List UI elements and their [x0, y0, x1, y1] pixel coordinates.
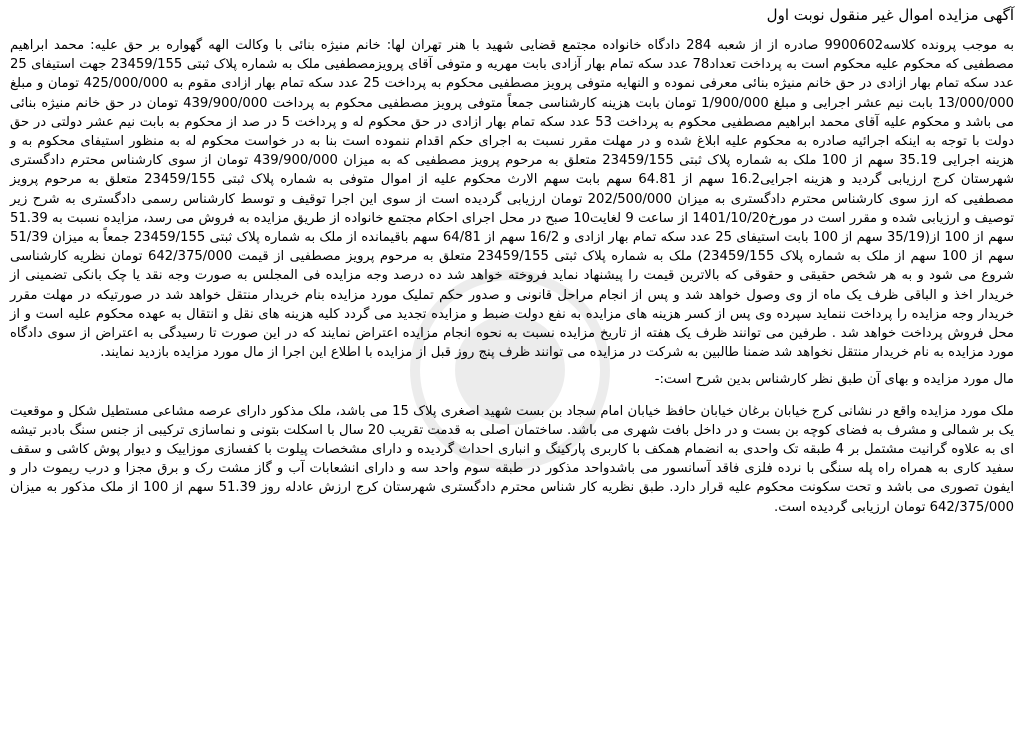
notice-title: آگهی مزایده اموال غیر منقول نوبت اول	[766, 6, 1014, 24]
notice-body: به موجب پرونده کلاسه9900602 صادره از از شعبه 284 دادگاه خانواده مجتمع قضایی شهید با هنر تهران لها: خانم منیژه بنائی با وکالت الهه گهواره بر حق علیه: محمد ابراهیم مصطفیی که محکوم علیه محکوم است به پرداخت تعداد78 عدد سکه تمام بهار آزادی بابت مهریه و متوفی آقای پرویزمصطفیی ملک به شماره پلاک ثبتی 23459/155 جهت استیفای 25 عدد سکه تمام بهار ازادی در حق خانم منیژه بنائی معرفی نموده و النهایه متوفی پرویز مصطفیی محکوم به پرداخت 25 عدد سکه تمام بهار ازادی مقوم به 425/000/000 تومان و مبلغ 13/000/000 بابت نیم عشر اجرایی و مبلغ 1/900/000 تومان بابت هزینه کارشناسی جمعاً متوفی پرویز مصطفیی محکوم به پرداخت 439/900/000 تومان در حق خانم منیژه بنائی می باشد و محکوم علیه آقای محمد ابراهیم مصطفیی محکوم به پرداخت 53 عدد سکه تمام بهار ازادی در حق محکوم له و پرداخت 5 در صد از محکوم به بابت نیم عشر دولتی در حق دولت با توجه به اینکه اجرائیه صادره به محکوم علیه ابلاغ شده و در مهلت مقرر نسبت به اجرای حکم اقدام ننموده است بنا به در خواست محکوم له به منظور استیفای محکوم به و هزینه اجرایی 35.19 سهم از 100 ملک به شماره پلاک ثبتی 23459/155 متعلق به مرحوم پرویز مصطفیی که به میزان 439/900/000 تومان از سوی کارشناس محترم دادگستری شهرستان کرج ارزیابی گردید و هزینه اجرایی16.2 سهم از 64.81 سهم بابت سهم الارث محکوم علیه از اموال متوفی به شماره پلاک ثبتی 23459/155 متعلق به مرحوم پرویز مصطفیی که ارز سوی کارشناس محترم دادگستری به میزان 202/500/000 تومان ارزیابی گردیده است از سوی این اجرا توقیف و توسط کارشناس رسمی دادگستری به شرح زیر توصیف و ارزیابی شده و مقرر است در مورخ1401/10/20 از ساعت 9 لغایت10 صبح در محل اجرای احکام مجتمع خانواده از طریق مزایده به فروش می رسد، مزایده نسبت به 51.39 سهم از 100 از(35/19 سهم از 100 بابت استیفای 25 عدد سکه تمام بهار ازادی و 16/2 سهم از 64/81 سهم باقیمانده از ملک به شماره پلاک ثبتی 23459/155 جمعاً به میزان 51/39 سهم از 100 سهم از ملک به شماره پلاک 23459/155) ملک به شماره پلاک ثبتی 23459/155 متعلق به مرحوم پرویز مصطفیی از قیمت 642/375/000 تومان نظریه کارشناسی شروع می شود و به هر شخص حقیقی و حقوقی که بالاترین قیمت را پیشنهاد نماید فروخته خواهد شد ده درصد وجه مزایده فی المجلس به صورت وجه نقد یا چک بانکی تضمینی از خریدار اخذ و الباقی ظرف یک ماه از وی وصول خواهد شد و پس از انجام مراحل قانونی و صدور حکم تملیک مورد مزایده بنام خریدار منتقل خواهد شد در صورتیکه در مهلت مقرر خریدار وجه مزایده را پرداخت ننماید سپرده وی پس از کسر هزینه های مزایده به نفع دولت ضبط و مزایده تجدید می گردد کلیه هزینه های نقل و انتقال به عهده محکوم علیه است و از محل فروش پرداخت خواهد شد . طرفین می توانند ظرف یک هفته از تاریخ مزایده نسبت به نحوه انجام مزایده اعتراض نمایند که در این صورت تا رسیدگی به اعتراض از سوی دادگاه مورد مزایده به نام خریدار منتقل نخواهد شد ضمنا طالبین به شرکت در مزایده می توانند ظرف پنج روز قبل از مزایده با اطلاع این اجرا از مال مورد مزایده بازدید نمایند.	[10, 38, 1015, 361]
property-description: ملک مورد مزایده واقع در نشانی کرج خیابان برغان خیابان حافظ خیابان امام سجاد بن بست شهید اصغری پلاک 15 می باشد، ملک مذکور دارای عرصه مشاعی مستطیل شکل و موقعیت یک بر شمالی و مشرف به فضای کوچه بن بست و در داخل بافت شهری می باشد. ساختمان اصلی به قدمت تقریب 20 سال با اسکلت بتونی و نماسازی ترکیبی از جنس سنگ بادبر تیشه ای به علاوه گرانیت مشتمل بر 4 طبقه تک واحدی به انضمام همکف با کاربری پارکینگ و انباری احداث گردیده و دارای مشخصات پیلوت با کفسازی موزاییک و دیوار پوش کاشی و سقف سفید کاری به همراه راه پله سنگی با نرده فلزی فاقد آسانسور می باشدواحد مذکور در طبقه سوم واحد سه و دارای انشعابات آب و گاز مشت رک و برق مجزا و درب ریموت دار و ایفون تصوری می باشد و تحت سکونت محکوم علیه قرار دارد. طبق نظریه کار شناس محترم دادگستری شهرستان کرج ارزش عادله روز 51.39 سهم از 100 از ملک مذکور به میزان 642/375/000 تومان ارزیابی گردیده است.	[10, 403, 1014, 515]
property-section-heading: مال مورد مزایده و بهای آن طبق نظر کارشناس بدین شرح است:-	[654, 372, 1014, 388]
